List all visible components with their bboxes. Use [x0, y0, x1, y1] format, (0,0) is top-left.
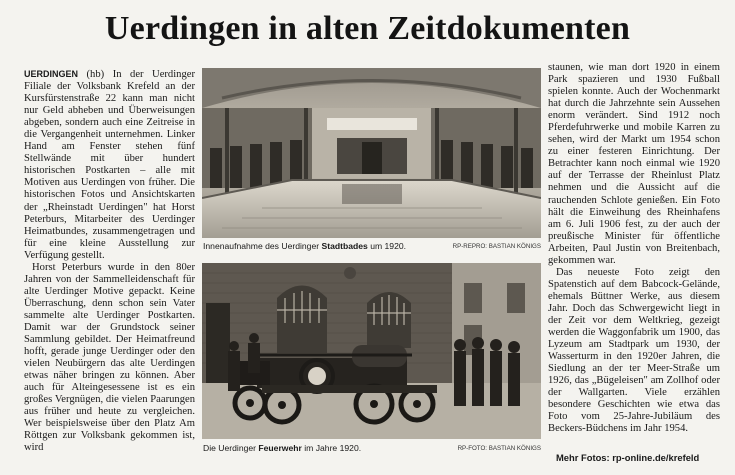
photo-caption-feuerwehr [203, 443, 361, 453]
caption-text: um 1920. [367, 241, 407, 251]
caption-text: Innenaufnahme des Uerdinger [203, 241, 322, 251]
photo-credit-stadtbad: RP-REPRO: BASTIAN KÖNIGS [452, 243, 541, 250]
headline: Uerdingen in alten Zeitdokumenten [104, 10, 631, 47]
paragraph-text: (hb) In der Uerdinger Filiale der Volksbank Krefeld an der Kursfürstenstraße 22 kann man nicht nur Geld abheben und Überweisungen abgeben, sondern auch eine Zeitreise in die Vergangenheit unternehmen. Linker Hand am Fenster stehen fünf Stellwände mit über hundert historischen Postkarten – alle mit Motiven aus Uerdingen von früher. Die historischen Fotos und Ansichtskarten der „Rheinstadt Uerdingen" hat Horst Peterburs, Mitarbeiter des Uerdinger Heimatbundes, zusammengetragen und für eine kleine Ausstellung zur Verfügung gestellt. [24, 69, 195, 261]
article-column-left [24, 68, 195, 468]
photo-credit-feuerwehr: RP-FOTO: BASTIAN KÖNIGS [457, 445, 541, 452]
article-paragraph: staunen, wie man dort 1920 in einem Park spazieren und 1930 Fußball spielen konnte. Auch der Wochenmarkt hat durch die Jahrzehnte sein Aussehen enorm verändert. Sind 1912 noch Pferdefuhrwerke und mobile Karren zu sehen, wird der Markt um 1954 schon zu einer festeren Einrichtung. Der Betrachter kann noch einmal wie 1920 auf der Terrasse der Rheinlust Platz nehmen und die Aussicht auf die rauchenden Schlote genießen. Ein Foto hält die Einweihung des Rheinhafens am 6. Juli 1906 fest, zu der auch der preußische Minister für öffentliche Arbeiten, Paul Justin von Breitenbach, gekommen war. [548, 62, 720, 266]
caption-text: im Jahre 1920. [301, 443, 362, 453]
article-paragraph: Horst Peterburs wurde in den 80er Jahren von der Sammelleidenschaft für alte Uerdinger Motive gepackt. Keine Überraschung, denn schon sein Vater sammelte alte Uerdinger Postkarten. Damit war der Grundstock seiner Sammlung gebildet. Der Heimatfreund hofft, gerade junge Uerdinger oder den vielen Neubürgern das alte Uerdingen etwas näher bringen zu können. Aber auch für Alteingesessene ist es ein großes Vergnügen, die vielen Paarungen aus früher und heute zu vergleichen. Wer beispielsweise über den Platz Am Röttgen zur Volksbank gekommen ist, wird [24, 261, 195, 454]
article-paragraph: Das neueste Foto zeigt den Spatenstich auf dem Babcock-Gelände, ehemals Büttner Werke, aus diesem Jahr. Doch das Schwergewicht liegt in der Zeit vor dem Weltkrieg, gezeigt werden die Waggonfabrik um 1900, das Lyzeum am Stadtpark um 1930, der Wasserturm in den 1920er Jahren, die Siedlung an der ter Meer-Straße um 1926, das „Bügeleisen" am Zollhof oder der Wallgarten. Viele erzählen besondere Geschichten wie etwa das Foto vom 25-Jahre-Jubiläum des Beckers-Büdchens im Jahr 1954. [548, 266, 720, 435]
feuerwehr-image [202, 263, 541, 439]
photo-stadtbad [202, 68, 541, 238]
caption-highlight: Feuerwehr [258, 443, 302, 453]
article-column-right [548, 62, 720, 462]
caption-text: Die Uerdinger [203, 443, 259, 453]
stadtbad-image [202, 68, 541, 238]
photo-caption-stadtbad [203, 241, 406, 251]
article-paragraph [24, 68, 195, 262]
more-photos-link[interactable]: Mehr Fotos: rp-online.de/krefeld [556, 452, 700, 463]
dateline: UERDINGEN [24, 69, 79, 79]
caption-highlight: Stadtbades [321, 241, 368, 251]
photo-feuerwehr [202, 263, 541, 439]
